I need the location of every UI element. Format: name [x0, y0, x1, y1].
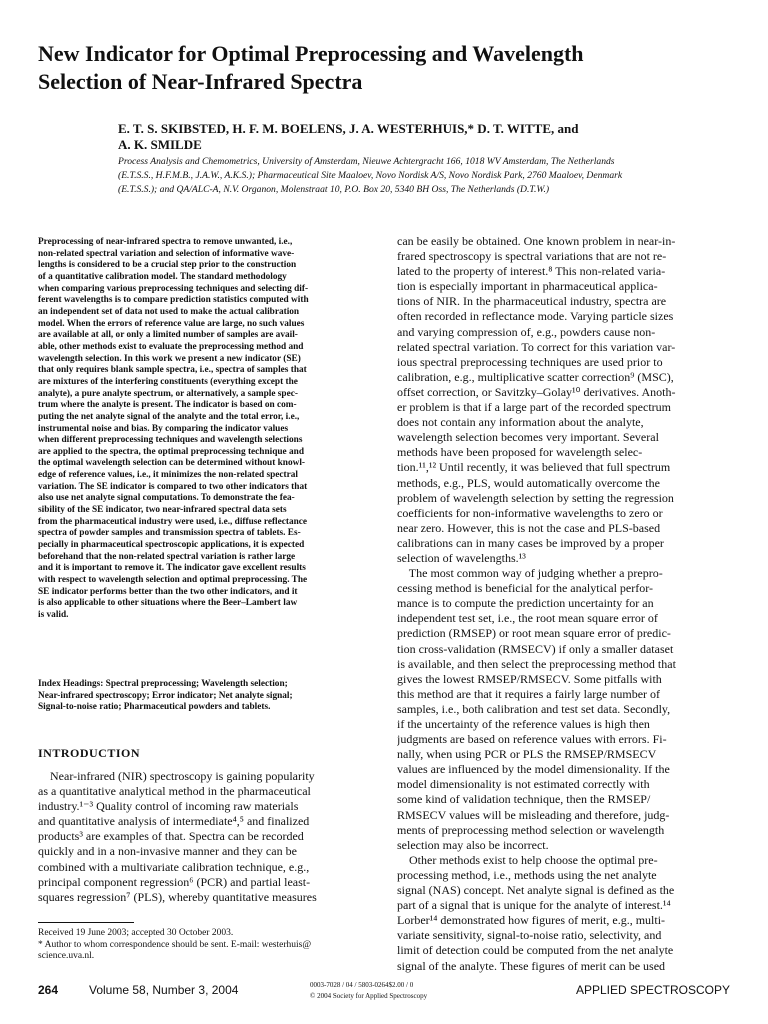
abstract-line: are available at all, or only a limited number of samples are avail-	[38, 330, 298, 341]
abstract	[38, 237, 375, 622]
abstract-line: an independent set of data not used to make the actual calibration	[38, 306, 300, 317]
keyword-line: Signal-to-noise ratio; Pharmaceutical powders and tablets.	[38, 702, 271, 713]
copyright-line: © 2004 Society for Applied Spectroscopy	[310, 992, 428, 1000]
body-column-left	[38, 769, 375, 905]
abstract-line: variation. The SE indicator is compared to two other indicators that	[38, 481, 308, 492]
affiliations	[118, 155, 738, 197]
body-line: products³ are examples of that. Spectra can be recorded	[38, 829, 304, 844]
abstract-line: when comparing various preprocessing techniques and selecting dif-	[38, 283, 309, 294]
index-headings	[38, 679, 375, 714]
body-line: selection may also be incorrect.	[397, 837, 549, 852]
title-line: New Indicator for Optimal Preprocessing and Wavelength	[38, 41, 584, 66]
body-line: part of a signal that is unique for the analyte of interest.¹⁴	[397, 898, 671, 913]
abstract-line: and it is important to remove it. The indicator gave excellent results	[38, 563, 306, 574]
issn-line: 0003-7028 / 04 / 5803-0264$2.00 / 0	[310, 981, 414, 989]
body-line: cessing method is beneficial for the analytical perfor-	[397, 581, 653, 596]
body-line: problem of wavelength selection by setting the regression	[397, 490, 674, 505]
abstract-line: spectra of powder samples and transmission spectra of tablets. Es-	[38, 528, 301, 539]
issn-block	[310, 980, 490, 1002]
body-line: principal component regression⁶ (PCR) and partial least-	[38, 874, 311, 889]
body-line: ments of preprocessing method selection or wavelength	[397, 822, 665, 837]
author-line: A. K. SMILDE	[118, 136, 202, 152]
abstract-line: Preprocessing of near-infrared spectra to remove unwanted, i.e.,	[38, 237, 293, 247]
body-line: as a quantitative analytical method in the pharmaceutical	[38, 784, 311, 799]
body-line: wavelength selection becomes very important. Several	[397, 430, 659, 445]
body-line: variate sensitivity, signal-to-noise ratio, selectivity, and	[397, 928, 662, 943]
body-line: and varying compression of, e.g., powders cause non-	[397, 324, 656, 339]
body-line: gives the lowest RMSEP/RMSECV. Some pitfalls with	[397, 671, 662, 686]
body-line: calibrations can in many cases be improved by a proper	[397, 535, 664, 550]
body-line: tion.¹¹,¹² Until recently, it was believed that full spectrum	[397, 460, 671, 475]
body-line: calibration, e.g., multiplicative scatter correction⁹ (MSC),	[397, 369, 674, 384]
body-line: independent test set, i.e., the root mean square error of	[397, 611, 658, 626]
abstract-line: instrumental noise and bias. By comparing the indicator values	[38, 423, 289, 434]
keyword-line: Index Headings: Spectral preprocessing; Wavelength selection;	[38, 679, 288, 689]
abstract-line: wavelength selection. In this work we present a new indicator (SE)	[38, 353, 301, 364]
body-line: selection of wavelengths.¹³	[397, 550, 526, 565]
body-line: tion cross-validation (RMSECV) if only a smaller dataset	[397, 641, 674, 656]
body-line: near zero. However, this is not the case and PLS-based	[397, 520, 661, 535]
abstract-line: non-related spectral variation and selection of informative wave-	[38, 248, 295, 259]
abstract-line: with respect to wavelength selection and optimal preprocessing. The	[38, 575, 308, 586]
body-line: can be easily be obtained. One known problem in near-in-	[397, 234, 676, 248]
body-line: does not contain any information about the analyte,	[397, 415, 644, 430]
abstract-line: trum where the analyte is present. The indicator is based on com-	[38, 400, 297, 411]
body-line: this method are that it requires a fairly large number of	[397, 686, 661, 701]
body-line: some kind of validation technique, then the RMSEP/	[397, 792, 651, 807]
body-line: squares regression⁷ (PLS), whereby quantitative measures	[38, 889, 317, 904]
footnote-line: science.uva.nl.	[38, 951, 95, 961]
body-line: signal of the analyte. These figures of merit can be used	[397, 958, 666, 973]
abstract-line: sibility of the SE indicator, two near-infrared spectral data sets	[38, 505, 287, 516]
abstract-line: edge of reference values, i.e., it minimizes the non-related spectral	[38, 470, 298, 481]
journal-name: APPLIED SPECTROSCOPY	[575, 983, 730, 997]
page-number: 264	[38, 983, 59, 997]
body-line: nally, when using PCR or PLS the RMSEP/RMSECV	[397, 747, 657, 762]
abstract-line: puting the net analyte signal of the analyte and the total error, i.e.,	[38, 411, 300, 422]
footnote-line: * Author to whom correspondence should be sent. E-mail: westerhuis@	[38, 939, 312, 950]
abstract-line: is also applicable to other situations where the Beer–Lambert law	[38, 598, 298, 609]
body-line: coefficients for non-informative wavelengths to zero or	[397, 505, 663, 520]
abstract-line: lengths is considered to be a crucial step prior to the construction	[38, 260, 297, 271]
abstract-line: model. When the errors of reference value are large, no such values	[38, 318, 305, 329]
body-line: frared spectroscopy is spectral variations that are not re-	[397, 249, 667, 264]
body-line: limit of detection could be computed from the net analyte	[397, 943, 674, 958]
volume-info: Volume 58, Number 3, 2004	[89, 983, 239, 997]
body-line: lated to the property of interest.⁸ This non-related varia-	[397, 264, 666, 279]
keyword-line: Near-infrared spectroscopy; Error indicator; Net analyte signal;	[38, 690, 293, 701]
footnotes	[38, 928, 375, 963]
abstract-line: pecially in pharmaceutical spectroscopic applications, it is expected	[38, 540, 305, 551]
body-line: values are influenced by the model dimensionality. If the	[397, 762, 670, 777]
abstract-line: ferent wavelengths is to compare prediction statistics computed with	[38, 295, 309, 306]
body-line: RMSECV values will be misleading and therefore, judg-	[397, 807, 670, 822]
abstract-line: is valid.	[38, 610, 69, 620]
body-line: and quantitative analysis of intermediate⁴,⁵ and finalized	[38, 814, 310, 829]
section-heading-introduction: INTRODUCTION	[38, 746, 141, 760]
body-line: signal (NAS) concept. Net analyte signal is defined as the	[397, 883, 675, 898]
body-line: methods, e.g., PLS, would automatically overcome the	[397, 475, 660, 490]
abstract-line: SE indicator performs better than the two other indicators, and it	[38, 586, 298, 597]
abstract-line: are mixtures of the interfering constituents (everything except the	[38, 376, 298, 387]
body-line: Near-infrared (NIR) spectroscopy is gaining popularity	[38, 769, 315, 783]
abstract-line: able, other methods exist to evaluate the preprocessing method and	[38, 341, 304, 352]
author-list	[118, 121, 738, 152]
affiliation-line: (E.T.S.S., H.F.M.B., J.A.W., A.K.S.); Pharmaceutical Site Maaloev, Novo Nordisk A/S, Novo Nordisk Park, 2760 Maaloev, Denmark	[118, 170, 623, 181]
body-line: if the uncertainty of the reference values is high then	[397, 717, 650, 731]
affiliation-line: Process Analysis and Chemometrics, University of Amsterdam, Nieuwe Achtergracht 166, 1018 WV Amsterdam, The Netherlands	[118, 156, 615, 167]
body-line: model dimensionality is not estimated correctly with	[397, 777, 650, 792]
abstract-line: beforehand that the non-related spectral variation is rather large	[38, 551, 296, 562]
body-line: quickly and in a non-invasive manner and they can be	[38, 844, 297, 859]
body-line: er problem is that if a large part of the recorded spectrum	[397, 400, 672, 415]
body-line: methods have been proposed for wavelength selec-	[397, 445, 643, 460]
body-line: ious spectral preprocessing techniques are used prior to	[397, 354, 663, 369]
abstract-line: from the pharmaceutical industry were used, i.e., diffuse reflectance	[38, 516, 308, 527]
abstract-line: the optimal wavelength selection can be determined without knowl-	[38, 458, 306, 469]
abstract-line: that only requires blank sample spectra, i.e., spectra of samples that	[38, 365, 307, 376]
body-line: prediction (RMSEP) or root mean square error of predic-	[397, 626, 671, 641]
body-line: tions of NIR. In the pharmaceutical industry, spectra are	[397, 294, 667, 309]
footnote-line: Received 19 June 2003; accepted 30 October 2003.	[38, 928, 234, 938]
title-line: Selection of Near-Infrared Spectra	[38, 69, 363, 94]
body-line: judgments are based on reference values with errors. Fi-	[397, 732, 667, 747]
body-line: offset correction, or Savitzky–Golay¹⁰ derivatives. Anoth-	[397, 384, 676, 399]
abstract-line: when different preprocessing techniques and wavelength selections	[38, 435, 303, 446]
body-line: Other methods exist to help choose the optimal pre-	[397, 852, 658, 867]
body-line: often recorded in reflectance mode. Varying particle sizes	[397, 309, 674, 324]
article-title	[38, 40, 738, 96]
abstract-line: of a quantitative calibration model. The standard methodology	[38, 271, 287, 282]
author-line: E. T. S. SKIBSTED, H. F. M. BOELENS, J. A. WESTERHUIS,* D. T. WITTE, and	[118, 121, 579, 136]
body-line: The most common way of judging whether a prepro-	[397, 566, 663, 581]
body-line: industry.¹⁻³ Quality control of incoming raw materials	[38, 799, 299, 814]
abstract-line: are applied to the spectra, the optimal preprocessing technique and	[38, 446, 304, 457]
body-line: Lorber¹⁴ demonstrated how figures of merit, e.g., multi-	[397, 913, 666, 928]
body-line: tion is especially important in pharmaceutical applica-	[397, 279, 658, 294]
abstract-line: analyte), a pure analyte spectrum, or alternatively, a sample spec-	[38, 388, 298, 399]
body-line: samples, i.e., both calibration and test set data. Secondly,	[397, 701, 671, 716]
body-line: mance is to compute the prediction uncertainty for an	[397, 596, 654, 611]
body-column-right	[397, 234, 733, 974]
body-line: related spectral variation. To correct for this variation var-	[397, 339, 676, 354]
body-line: processing method, i.e., methods using the net analyte	[397, 867, 657, 882]
body-line: combined with a multivariate calibration technique, e.g.,	[38, 859, 310, 874]
body-line: is available, and then select the preprocessing method that	[397, 656, 676, 671]
abstract-line: also use net analyte signal computations. To demonstrate the fea-	[38, 493, 295, 504]
footnote-divider	[38, 922, 134, 923]
affiliation-line: (E.T.S.S.); and QA/ALC-A, N.V. Organon, Molenstraat 10, P.O. Box 20, 5340 BH Oss, The Netherlands (D.T.W.)	[118, 184, 550, 195]
